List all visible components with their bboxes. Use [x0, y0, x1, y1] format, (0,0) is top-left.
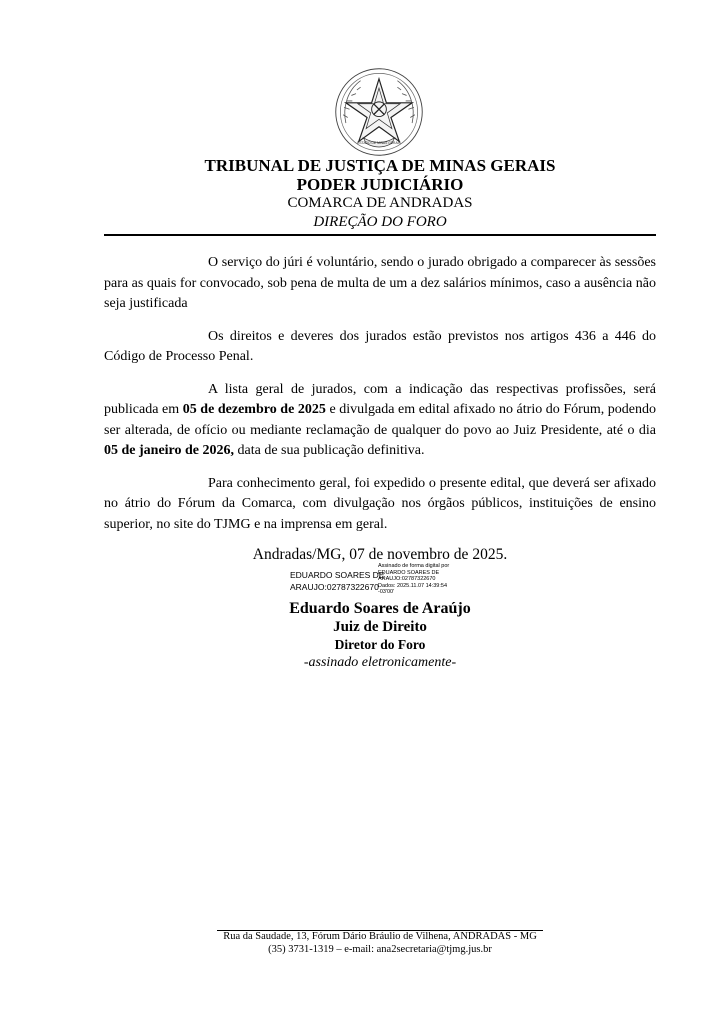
- state-seal-icon: [333, 66, 425, 158]
- document-body: [104, 253, 656, 547]
- paragraph-2: Os direitos e deveres dos jurados estão previstos nos artigos 436 a 446 do Código de Processo Penal.: [104, 328, 656, 364]
- signer-role: Juiz de Direito: [333, 619, 427, 635]
- place-date: Andradas/MG, 07 de novembro de 2025.: [252, 546, 508, 563]
- svg-text:ESTADO DE MINAS GERAIS: ESTADO DE MINAS GERAIS: [357, 141, 401, 146]
- paragraph-3-text-a: A lista geral de jurados, com a indicação das respectivas profissões, será publicada em: [104, 381, 656, 417]
- paragraph-4: Para conhecimento geral, foi expedido o presente edital, que deverá ser afixado no átrio do Fórum da Comarca, com divulgação nos órgãos públicos, instituições de ensino superior, no site do TJMG e na imprensa em geral.: [104, 475, 656, 532]
- signature-block: [104, 545, 656, 672]
- footer-contact: (35) 3731-1319 – e-mail: ana2secretaria@tjmg.jus.br: [268, 944, 492, 955]
- digital-signer-name-line-1: EDUARDO SOARES DE: [290, 570, 385, 580]
- header-divider: [104, 234, 656, 236]
- digital-signer-name: [290, 569, 384, 593]
- digital-info-line-2: EDUARDO SOARES DE: [378, 569, 440, 576]
- final-date: 05 de janeiro de 2026,: [104, 443, 235, 458]
- department-name: DIREÇÃO DO FORO: [313, 214, 447, 230]
- digital-info-line-1: Assinado de forma digital por: [378, 563, 450, 569]
- signer-name: Eduardo Soares de Araújo: [289, 600, 471, 617]
- digital-info-line-5: -03'00': [378, 589, 395, 596]
- document-footer: [150, 930, 610, 956]
- district-name: COMARCA DE ANDRADAS: [287, 195, 473, 211]
- digital-info-line-4: Dados: 2025.11.07 14:39:54: [378, 582, 448, 589]
- digital-signer-name-line-2: ARAUJO:02787322670: [290, 582, 379, 592]
- footer-address: Rua da Saudade, 13, Fórum Dário Bráulio de Vilhena, ANDRADAS - MG: [223, 931, 537, 942]
- paragraph-1: O serviço do júri é voluntário, sendo o jurado obrigado a comparecer às sessões para as quais for convocado, sob pena de multa de um a dez salários mínimos, caso a ausência não seja justificada: [104, 255, 656, 311]
- digital-info-line-3: ARAUJO:02787322670: [378, 576, 436, 583]
- digital-signature-details: [378, 563, 449, 596]
- branch-name: PODER JUDICIÁRIO: [296, 175, 464, 194]
- document-header: [104, 156, 656, 232]
- signer-position: Diretor do Foro: [334, 637, 426, 652]
- paragraph-3-text-e: data de sua publicação definitiva.: [234, 443, 425, 458]
- publication-date: 05 de dezembro de 2025: [182, 402, 326, 417]
- paragraph-3-text-c: e divulgada em edital afixado no átrio do Fórum, podendo ser alterada, de ofício ou mediante reclamação de qualquer do povo ao Juiz Presidente, até o dia: [104, 402, 657, 438]
- court-name: TRIBUNAL DE JUSTIÇA DE MINAS GERAIS: [204, 156, 556, 175]
- electronic-signature-note: -assinado eletronicamente-: [303, 655, 457, 670]
- paragraph-3: [104, 380, 656, 462]
- digital-signature-stamp: [104, 565, 656, 599]
